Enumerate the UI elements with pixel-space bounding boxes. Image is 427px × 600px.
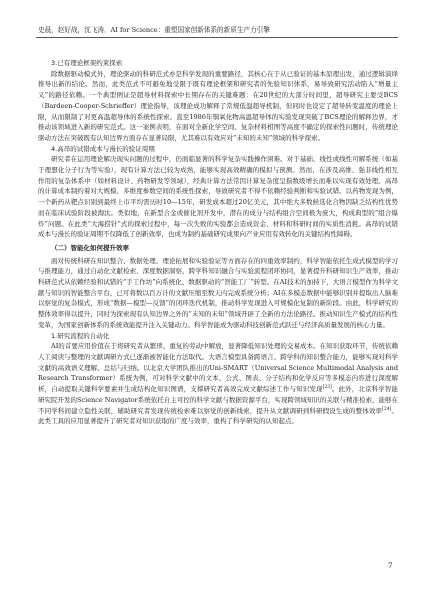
- running-header: 史晨，赵好战，沈飞涛．AI for Science：重塑国家创新体系的新质生产力引擎: [38, 26, 270, 34]
- section3-paragraph: 除数据驱动模式外，理论驱动的科研范式亦是科学发现的重要路径，其核心在于从已验证的基本原理出发，通过逻辑演绎推导出新的结论。然而，此类范式不可避免地受限于既有理论框架和研究者的先验知识体系，易导致研究活动陷入“增量主义”的路径依赖。一个典型例证是超导材料探索中长期存在的关键难题：在20世纪的大部分时间里，超导研究主要受BCS（Bardeen-Cooper-Schrieffer）理论指导，该理论成功解释了常规低温超导机制，但同时也设定了超导转变温度的理论上限，从而限制了对更高温超导体的系统性探索。直至1986年铜氧化物高温超导体的实验发现突破了BCS理论的解释边界，才推动该领域进入新的研究范式。这一案例表明，在面对全新化学空间、复杂材料相图等高度不确定的探索性问题时，传统理论驱动方法在突破既有认知边界方面存在显著局限，尤其难以有效应对“未知的未知”领域的科学探索。: [38, 69, 398, 142]
- page-number: 7: [388, 562, 393, 570]
- subsection1-text-a: AI的首要应用价值在于将研究者从繁琐、重复的劳动中解放，显著降低知识处理的交易成本。在知识获取环节，传统依赖人工阅读与整理的文献调研方式已逐渐被智能化方法取代。大语言模型具备跨语言、跨学科的知识整合能力，能够实现对科学文献的高效语义理解、总结与归纳。以北京大学团队推出的Uni-SMART（Universal Science Multimodal Analysis and Research Transformer）系统为例，可对科学文献中的文本、公式、图表、分子结构和化学反应等多模态内容进行深度解析，自动提取关键科学要素并生成结构化知识图谱，支撑研究者高效完成文献综述工作与知识发现: [38, 342, 398, 394]
- part2-heading: （二）智能化如何提升效率: [51, 243, 129, 252]
- subsection1-heading: 1.研究流程的自动化: [51, 331, 110, 340]
- page-body: [38, 58, 398, 427]
- subsection1-paragraph: [38, 341, 398, 427]
- citation-23[interactable]: [23]: [322, 384, 332, 390]
- subsection1-text-c: 。此类工具的应用显著提升了研究者对知识获取的广度与效率，重构了科学研究的认知起点。: [38, 406, 399, 426]
- section4-heading: 4.高昂的试错成本与漫长的验证周期: [51, 144, 155, 153]
- section4-paragraph: 研究者在运用理论解决现实问题的过程中，仍面临显著的科学复杂实践操作困难。对于基础、线性或线性可解系统（如基于理想化分子行为等实验），现有计算方法已较为成熟，能够实现高效精确的模拟与预测。然而，在涉及高维、强非线性相互作用的复杂体系中（如材料设计、药物研发等领域），经典计算方法常因计算复杂度呈指数级增长而难以实现有效处理。高昂的计算成本制约着对大规模、多维度参数空间的系统性探索，导致研究者不得不依赖经验判断和实验试错。以药物发现为例，一个新药从靶点识别到最终上市平均需历时10—15年，研发成本超过20亿美元，其中绝大多数候选化合物因缺乏结构性优势而在临床试验阶段被淘汰。类似地，在新型合金或催化剂开发中，潜在的成分与结构组合空间极为庞大，构成典型的“组合爆炸”问题。在此类“大海捞针”式的探索过程中，每一次失败的实验都会造成资金、材料和科研时间的实质性消耗。高昂的试错成本与漫长的验证周期不仅降低了创新效率，也成为制约基础研究成果向产业应用有效转化的关键结构性障碍。: [38, 155, 398, 239]
- subsection1-text-b: 。此外，北京科学智能研究院开发的Science Navigator系统依托自主可控的科学文献与数据资源平台，实现跨领域知识的关联与精准检索，能够在不同学科间建立隐性关联，辅助研究者发现传统检索难以察觉的创新线索，提升从文献调研到科研假设生成的整体效率: [38, 385, 399, 415]
- part2-paragraph: 面对传统科研在知识整合、数据处理、理论拓展和实验验证等方面存在的四重效率制约，科学智能依托生成式模型的学习与推理能力，通过自动化文献检索、深度数据洞察、跨学科知识融合与实验流程闭环协同，显著提升科研知识生产效率，推动科研范式从依赖经验和试错的“手工作坊”向系统化、数据驱动的“智能工厂”转型。在AI技术的加持下，大语言模型作为科学文献与知识的智能整合平台，已可将数以百万计的文献压缩至数天内完成系统分析；AI在多模态数据中能够识别并提取出人脑难以察觉的复杂模式，形成“数据—模型—反馈”的闭环迭代机制，推动科学发现进入可规模化复制的新阶段。由此，科学研究的整体效率得以提升，同时为探索现有认知边界之外的“未知的未知”领域开辟了全新的方法论路径。推动知识生产模式的结构性变革，为国家创新体系的系统效能提升注入关键动力。科学智能成为驱动科技创新范式跃迁与经济高质量发展的核心力量。: [38, 256, 398, 329]
- header-rule: [36, 37, 398, 38]
- citation-24[interactable]: [24]: [382, 406, 392, 412]
- section3-heading: 3.已有理论框架约束探索: [51, 59, 123, 67]
